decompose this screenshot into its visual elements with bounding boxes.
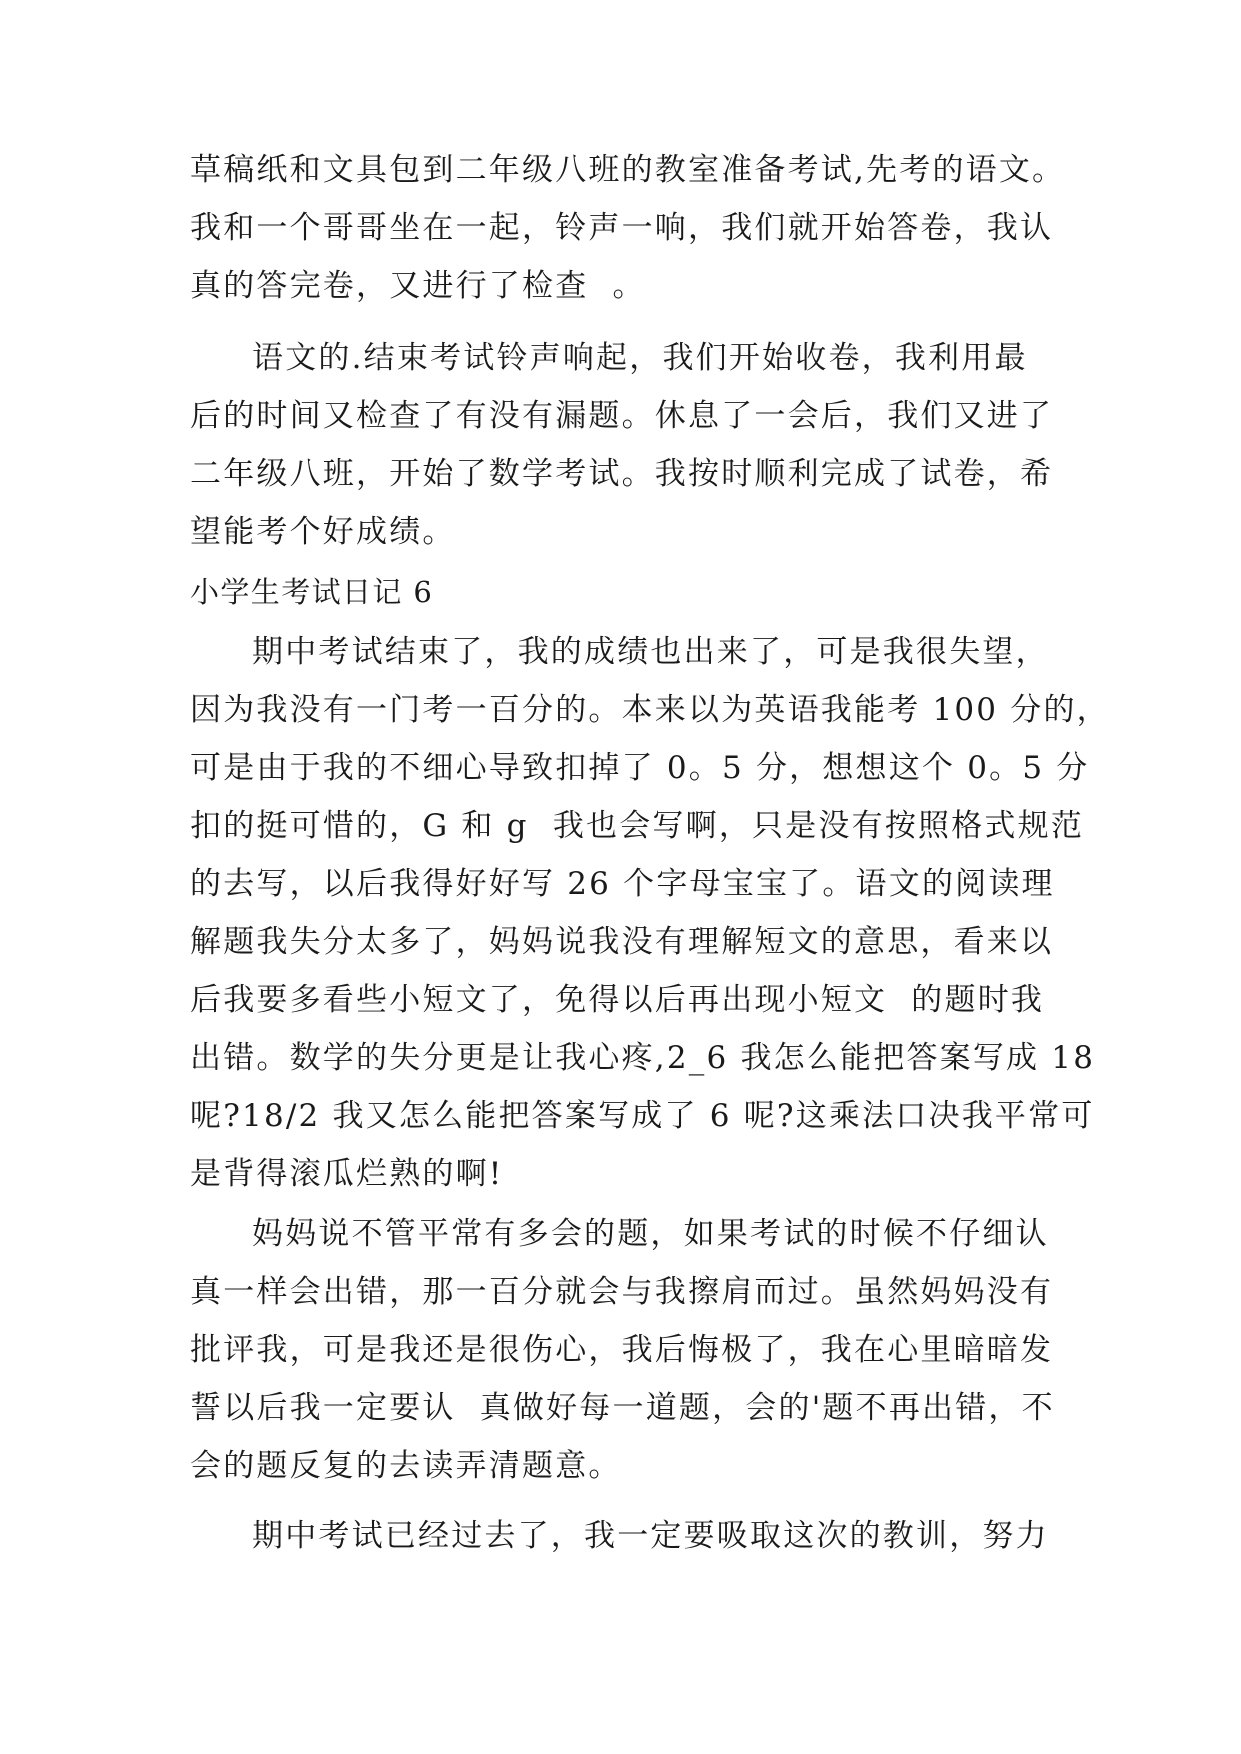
paragraph-line: 二年级八班，开始了数学考试。我按时顺利完成了试卷，希 [190,456,1054,492]
paragraph-line: 誓以后我一定要认 真做好每一道题，会的'题不再出错，不 [190,1390,1055,1426]
paragraph-line: 可是由于我的不细心导致扣掉了 0。5 分，想想这个 0。5 分 [190,750,1090,786]
paragraph-line: 期中考试已经过去了，我一定要吸取这次的教训，努力 [252,1518,1049,1554]
paragraph-line: 真一样会出错，那一百分就会与我擦肩而过。虽然妈妈没有 [190,1274,1054,1310]
paragraph-line: 望能考个好成绩。 [190,514,456,550]
paragraph-line: 扣的挺可惜的，G 和 g 我也会写啊，只是没有按照格式规范 [190,808,1085,844]
paragraph-line: 呢?18/2 我又怎么能把答案写成了 6 呢?这乘法口决我平常可 [190,1098,1095,1134]
paragraph-line: 真的答完卷，又进行了检查 。 [190,268,646,304]
paragraph-line: 期中考试结束了，我的成绩也出来了，可是我很失望， [252,634,1049,670]
paragraph-line: 后我要多看些小短文了，免得以后再出现小短文 的题时我 [190,982,1045,1018]
paragraph-line: 解题我失分太多了，妈妈说我没有理解短文的意思，看来以 [190,924,1054,960]
paragraph-line: 后的时间又检查了有没有漏题。休息了一会后，我们又进了 [190,398,1054,434]
paragraph-line: 批评我，可是我还是很伤心，我后悔极了，我在心里暗暗发 [190,1332,1054,1368]
section-heading: 小学生考试日记 6 [190,575,434,609]
paragraph-line: 我和一个哥哥坐在一起，铃声一响，我们就开始答卷，我认 [190,210,1054,246]
paragraph-line: 因为我没有一门考一百分的。本来以为英语我能考 100 分的， [190,692,1110,728]
paragraph-line: 会的题反复的去读弄清题意。 [190,1448,622,1484]
paragraph-line: 妈妈说不管平常有多会的题，如果考试的时候不仔细认 [252,1216,1049,1252]
paragraph-line: 语文的.结束考试铃声响起，我们开始收卷，我利用最 [252,340,1028,376]
paragraph-line: 草稿纸和文具包到二年级八班的教室准备考试,先考的语文。 [190,152,1066,188]
paragraph-line: 出错。数学的失分更是让我心疼,2_6 我怎么能把答案写成 18 [190,1040,1096,1076]
paragraph-line: 的去写，以后我得好好写 26 个字母宝宝了。语文的阅读理 [190,866,1055,902]
paragraph-line: 是背得滚瓜烂熟的啊! [190,1156,504,1192]
